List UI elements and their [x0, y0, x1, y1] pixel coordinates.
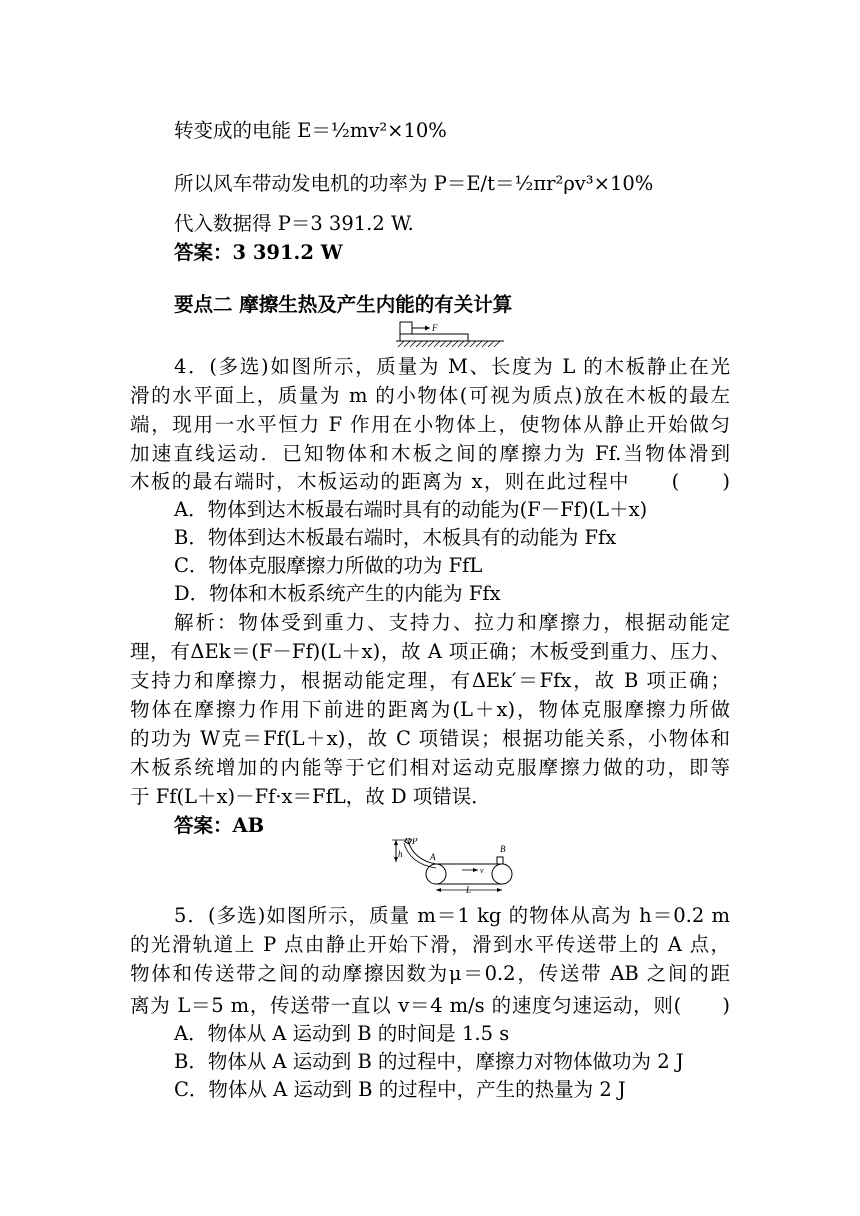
- right-pulley: [492, 864, 512, 884]
- q4-line-1: 4．(多选)如图所示，质量为 M、长度为 L 的木板静止在光: [174, 355, 730, 378]
- line-substitute: 代入数据得 P＝3 391.2 W.: [174, 212, 414, 235]
- line-power-formula: 所以风车带动发电机的功率为 P＝E/t＝½πr²ρv³×10%: [174, 172, 654, 195]
- q4-line-5: 木板的最右端时，木板运动的距离为 x，则在此过程中 ( ): [130, 470, 730, 493]
- label-a: A: [430, 852, 436, 862]
- q4-option-c: C．物体克服摩擦力所做的功为 FfL: [174, 554, 483, 577]
- analysis-line-7: 于 Ff(L＋x)－Ff·x＝FfL，故 D 项错误．: [130, 785, 491, 808]
- answer-line-2: 答案：AB: [174, 814, 265, 837]
- label-b: B: [500, 844, 506, 854]
- velocity-label: v: [480, 866, 484, 875]
- wooden-board: [400, 334, 468, 341]
- q4-line-2: 滑的水平面上，质量为 m 的小物体(可视为质点)放在木板的最左: [130, 384, 730, 407]
- force-arrow-head: [425, 326, 430, 331]
- q4-line-4: 加速直线运动．已知物体和木板之间的摩擦力为 Ff.当物体滑到: [130, 442, 730, 465]
- q5-line-4: 离为 L＝5 m，传送带一直以 v＝4 m/s 的速度匀速运动，则( ): [130, 994, 730, 1017]
- left-pulley: [426, 864, 446, 884]
- force-label: F: [432, 323, 438, 333]
- length-label: L: [466, 885, 472, 895]
- answer-line-1: 答案：3 391.2 W: [174, 241, 343, 264]
- analysis-line-3: 支持力和摩擦力，根据动能定理，有ΔEk′＝Ffx，故 B 项正确；: [130, 669, 730, 692]
- q5-option-b: B．物体从 A 运动到 B 的过程中，摩擦力对物体做功为 2 J: [174, 1050, 684, 1073]
- analysis-line-5: 的功为 W克＝Ff(L＋x)，故 C 项错误；根据功能关系，小物体和: [130, 727, 730, 750]
- label-p: P: [412, 838, 418, 846]
- ground-hatch: [398, 341, 500, 347]
- analysis-line-4: 物体在摩擦力作用下前进的距离为(L＋x)，物体克服摩擦力所做: [130, 698, 730, 721]
- section-heading: 要点二 摩擦生热及产生内能的有关计算: [174, 293, 513, 316]
- analysis-line-6: 木板系统增加的内能等于它们相对运动克服摩擦力做的功，即等: [130, 756, 730, 779]
- block-b: [497, 857, 503, 864]
- q4-option-d: D．物体和木板系统产生的内能为 Ffx: [174, 582, 501, 605]
- analysis-line-1: 解析：物体受到重力、支持力、拉力和摩擦力，根据动能定: [174, 611, 730, 634]
- q5-line-2: 的光滑轨道上 P 点由静止开始下滑，滑到水平传送带上的 A 点，: [130, 933, 730, 956]
- conveyor-figure: [392, 838, 522, 898]
- line-energy-formula: 转变成的电能 E＝½mv²×10%: [174, 119, 447, 142]
- q4-option-b: B．物体到达木板最右端时，木板具有的动能为 Ffx: [174, 526, 617, 549]
- analysis-line-2: 理，有ΔEk＝(F－Ff)(L＋x)，故 A 项正确；木板受到重力、压力、: [130, 640, 730, 663]
- height-label: h: [398, 849, 403, 859]
- board-figure: [396, 320, 506, 352]
- q4-line-3: 端，现用一水平恒力 F 作用在小物体上，使物体从静止开始做匀: [130, 413, 730, 436]
- q5-line-3: 物体和传送带之间的动摩擦因数为μ＝0.2，传送带 AB 之间的距: [130, 962, 730, 985]
- small-block: [400, 322, 412, 334]
- q4-option-a: A．物体到达木板最右端时具有的动能为(F－Ff)(L＋x): [174, 498, 648, 521]
- q5-option-c: C．物体从 A 运动到 B 的过程中，产生的热量为 2 J: [174, 1078, 626, 1101]
- q5-line-1: 5．(多选)如图所示，质量 m＝1 kg 的物体从高为 h＝0.2 m: [174, 904, 730, 927]
- q5-option-a: A．物体从 A 运动到 B 的时间是 1.5 s: [174, 1022, 510, 1045]
